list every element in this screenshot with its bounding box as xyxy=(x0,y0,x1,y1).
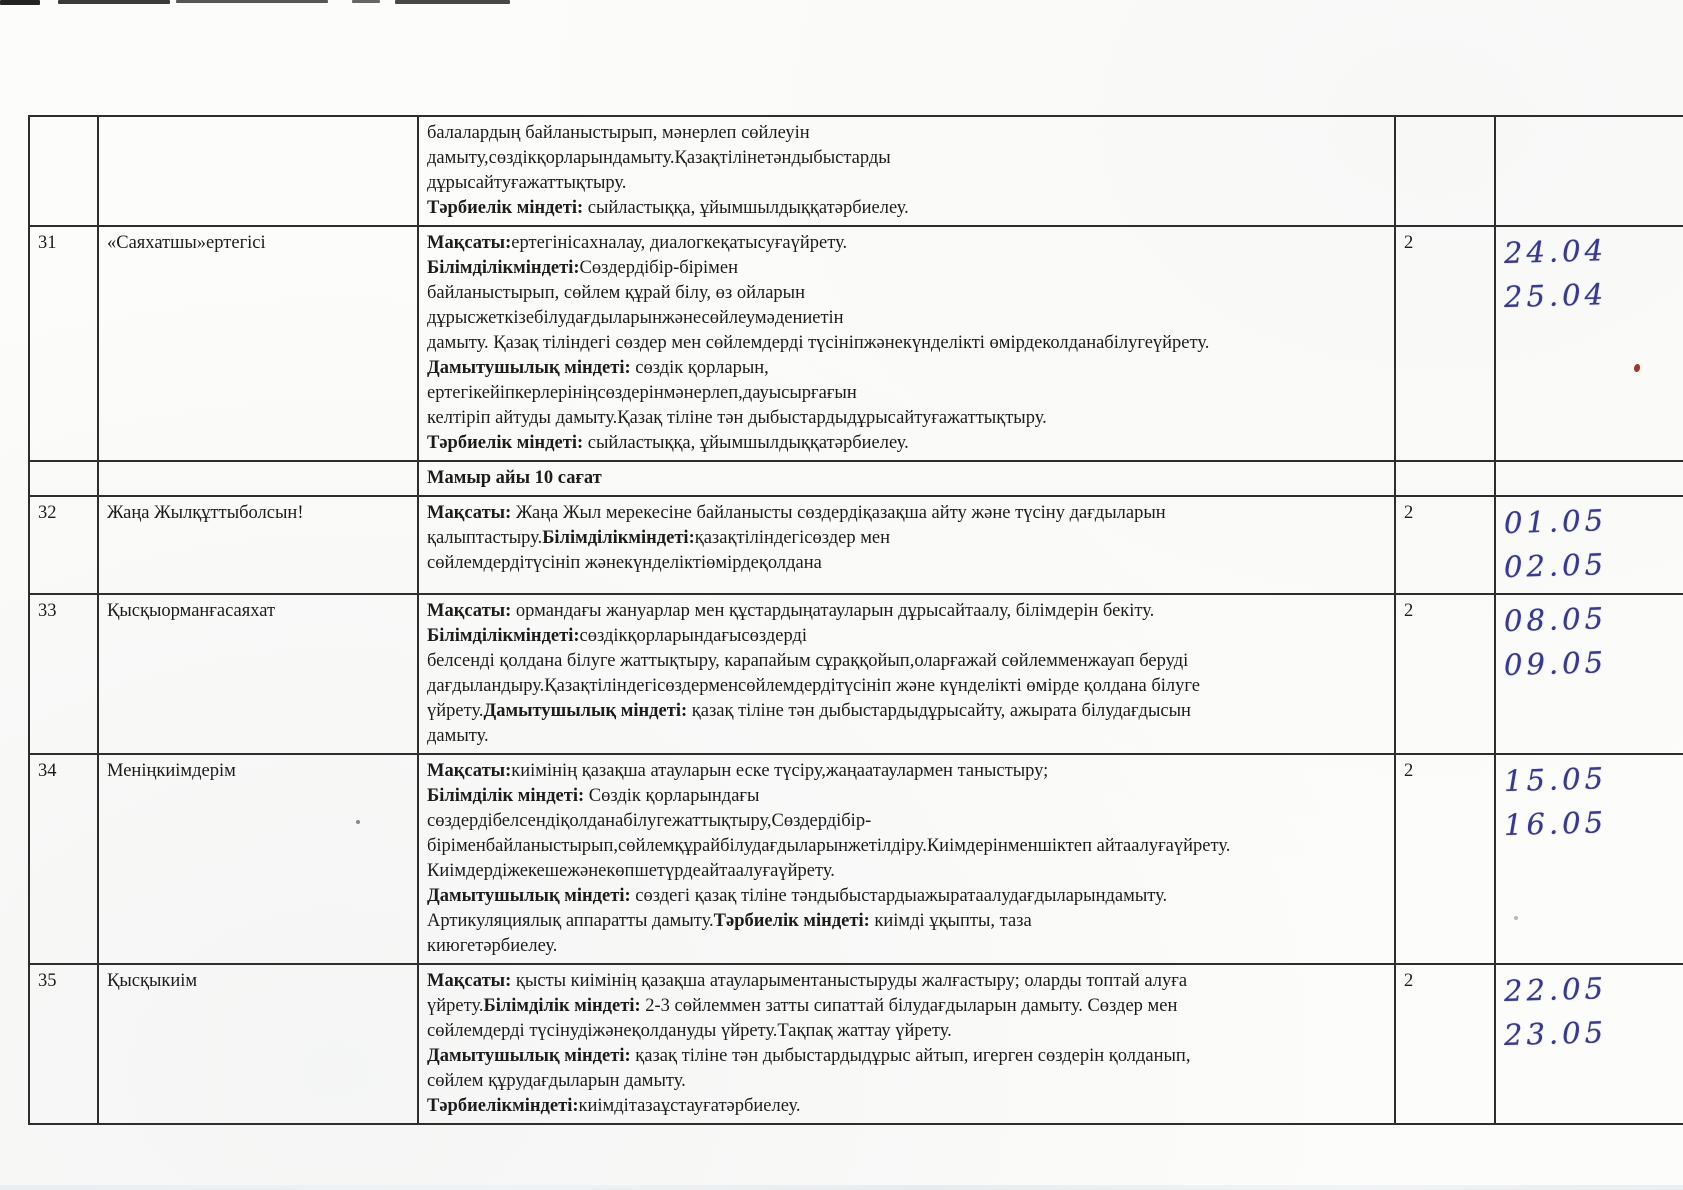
objectives-cell xyxy=(418,594,1395,754)
handwritten-date: 02.05 xyxy=(1503,547,1608,584)
table-row xyxy=(29,594,1683,754)
text-line: Мақсаты:ертегінісахналау, диалогкеқатысуғаүйрету. xyxy=(427,233,848,253)
scan-artifact-speck xyxy=(1514,916,1518,920)
text-line: дамыту. xyxy=(427,726,489,746)
text-line: дұрысжеткізебілудағдыларынжәнесөйлеумәдениетін xyxy=(427,308,844,328)
text-line: Тәрбиелікміндеті:киімдітазаұстауғатәрбиелеу. xyxy=(427,1096,801,1116)
lesson-number-cell: 32 xyxy=(29,496,98,594)
text-line: Дамытушылық міндеті: сөздік қорларын, xyxy=(427,358,769,378)
hours-cell xyxy=(1395,461,1495,496)
hours-cell: 2 xyxy=(1395,964,1495,1124)
text-line: Дамытушылық міндеті: сөздегі қазақ тіліне тәндыбыстардыажыратаалудағдыларындамыту. xyxy=(427,886,1168,906)
handwritten-date: 09.05 xyxy=(1503,645,1608,682)
text-line: Дамытушылық міндеті: қазақ тіліне тән дыбыстардыдұрыс айтып, игерген сөздерін қолданып, xyxy=(427,1046,1191,1066)
text-line: белсенді қолдана білуге жаттықтыру, карапайым сұраққойып,оларғажай сөйлемменжауап беруді xyxy=(427,651,1189,671)
text-line: Киімдердіжекешежәнекөпшетүрдеайтаалуғаүйрету. xyxy=(427,861,835,881)
hours-cell: 2 xyxy=(1395,226,1495,461)
text-line: дамыту. Қазақ тіліндегі сөздер мен сөйлемдерді түсініпжәнекүнделікті өмірдеколданабілугеүйрету. xyxy=(427,333,1210,353)
text-line: Артикуляциялық аппаратты дамыту.Тәрбиелік міндеті: киімді ұқыпты, таза xyxy=(427,911,1032,931)
text-line: біріменбайланыстырып,сөйлемқұрайбілудағдыларынжетілдіру.Киімдерінменшіктеп айтаалуғаүйрету. xyxy=(427,836,1231,856)
objectives-cell xyxy=(418,754,1395,964)
text-line: киюгетәрбиелеу. xyxy=(427,936,558,956)
table-row xyxy=(29,496,1683,594)
lesson-number-cell xyxy=(29,461,98,496)
dates-cell xyxy=(1495,964,1683,1124)
lesson-number-cell xyxy=(29,116,98,226)
text-line: сөйлемдердітүсініп жәнекүнделіктіөмірдеқолдана xyxy=(427,553,822,573)
objectives-cell xyxy=(418,964,1395,1124)
scan-artifact-top-edge xyxy=(395,0,510,4)
lesson-number-cell: 31 xyxy=(29,226,98,461)
handwritten-date: 22.05 xyxy=(1503,971,1608,1008)
text-line: Тәрбиелік міндеті: сыйластыққа, ұйымшылдыққатәрбиелеу. xyxy=(427,433,909,453)
objectives-cell xyxy=(418,116,1395,226)
handwritten-date: 16.05 xyxy=(1503,805,1608,842)
text-line: Мақсаты: ормандағы жануарлар мен құстардыңатауларын дұрысайтаалу, білімдерін бекіту. xyxy=(427,601,1155,621)
dates-cell xyxy=(1495,116,1683,226)
handwritten-date: 01.05 xyxy=(1503,503,1608,540)
lesson-number-cell: 34 xyxy=(29,754,98,964)
lesson-plan-table-body xyxy=(29,116,1683,1124)
handwritten-date: 15.05 xyxy=(1503,761,1608,798)
table-row xyxy=(29,116,1683,226)
lesson-number-cell: 33 xyxy=(29,594,98,754)
handwritten-date: 25.04 xyxy=(1503,277,1608,314)
topic-cell: Жаңа Жылқұттыболсын! xyxy=(98,496,418,594)
text-line: сөйлем құрудағдыларын дамыту. xyxy=(427,1071,686,1091)
dates-cell xyxy=(1495,496,1683,594)
hours-cell xyxy=(1395,116,1495,226)
text-line: келтіріп айтуды дамыту.Қазақ тіліне тән дыбыстардыдұрысайтуғажаттықтыру. xyxy=(427,408,1047,428)
text-line: Білімділікміндеті:сөздікқорларындағысөздерді xyxy=(427,626,808,646)
text-line: дұрысайтуғажаттықтыру. xyxy=(427,173,627,193)
lesson-plan-table xyxy=(28,115,1683,1125)
text-line: сөздердібелсендіқолданабілугежаттықтыру,Сөздердібір- xyxy=(427,811,872,831)
scan-artifact-bottom-edge xyxy=(0,1185,1683,1190)
hours-cell: 2 xyxy=(1395,754,1495,964)
dates-cell xyxy=(1495,461,1683,496)
topic-cell: Қысқыорманғасаяхат xyxy=(98,594,418,754)
text-line: қалыптастыру.Білімділікміндеті:қазақтіліндегісөздер мен xyxy=(427,528,891,548)
text-line: Білімділікміндеті:Сөздердібір-бірімен xyxy=(427,258,739,278)
text-line: Мақсаты: қысты киімінің қазақша атауларыментаныстыруды жалғастыру; оларды топтай алуға xyxy=(427,971,1188,991)
text-line: Білімділік міндеті: Сөздік қорларындағы xyxy=(427,786,760,806)
text-line: байланыстырып, сөйлем құрай білу, өз ойларын xyxy=(427,283,806,303)
hours-cell: 2 xyxy=(1395,496,1495,594)
dates-cell xyxy=(1495,594,1683,754)
handwritten-date: 24.04 xyxy=(1503,233,1608,270)
text-line: Мақсаты: Жаңа Жыл мерекесіне байланысты сөздердіқазақша айту және түсіну дағдыларын xyxy=(427,503,1166,523)
text-line: сөйлемдерді түсінудіжәнеқолдануды үйрету.Тақпақ жаттау үйрету. xyxy=(427,1021,952,1041)
scan-artifact-top-edge xyxy=(58,0,170,4)
text-line: Мақсаты:киімінің қазақша атауларын еске түсіру,жаңаатаулармен таныстыру; xyxy=(427,761,1049,781)
table-row xyxy=(29,226,1683,461)
topic-cell xyxy=(98,461,418,496)
text-line: Тәрбиелік міндеті: сыйластыққа, ұйымшылдыққатәрбиелеу. xyxy=(427,198,909,218)
topic-cell xyxy=(98,116,418,226)
lesson-number-cell: 35 xyxy=(29,964,98,1124)
topic-cell: Қысқыкиім xyxy=(98,964,418,1124)
text-line: дамыту,сөздікқорларындамыту.Қазақтілінетәндыбыстарды xyxy=(427,148,891,168)
objectives-cell xyxy=(418,496,1395,594)
topic-cell: «Саяхатшы»ертегісі xyxy=(98,226,418,461)
scan-artifact-speck xyxy=(356,820,360,824)
table-row xyxy=(29,754,1683,964)
objectives-cell xyxy=(418,461,1395,496)
handwritten-date: 23.05 xyxy=(1503,1015,1608,1052)
scan-artifact-top-edge xyxy=(0,0,40,5)
text-line: Мамыр айы 10 сағат xyxy=(427,468,602,488)
text-line: дағдыландыру.Қазақтіліндегісөздерменсөйлемдердітүсініп және күнделікті өмірде қолдана білуге xyxy=(427,676,1200,696)
hours-cell: 2 xyxy=(1395,594,1495,754)
text-line: балалардың байланыстырып, мәнерлеп сөйлеуін xyxy=(427,123,810,143)
objectives-cell xyxy=(418,226,1395,461)
table-row xyxy=(29,964,1683,1124)
scan-artifact-top-edge xyxy=(176,0,328,3)
text-line: ертегікейіпкерлерініңсөздерінмәнерлеп,дауысырғағын xyxy=(427,383,857,403)
table-row xyxy=(29,461,1683,496)
handwritten-date: 08.05 xyxy=(1503,601,1608,638)
dates-cell xyxy=(1495,754,1683,964)
dates-cell xyxy=(1495,226,1683,461)
scan-artifact-top-edge xyxy=(352,0,380,3)
text-line: үйрету.Дамытушылық міндеті: қазақ тіліне тән дыбыстардыдұрысайту, ажырата білудағдысын xyxy=(427,701,1191,721)
text-line: үйрету.Білімділік міндеті: 2-3 сөйлеммен затты сипаттай білудағдыларын дамыту. Сөздер мен xyxy=(427,996,1178,1016)
topic-cell: Меніңкиімдерім xyxy=(98,754,418,964)
